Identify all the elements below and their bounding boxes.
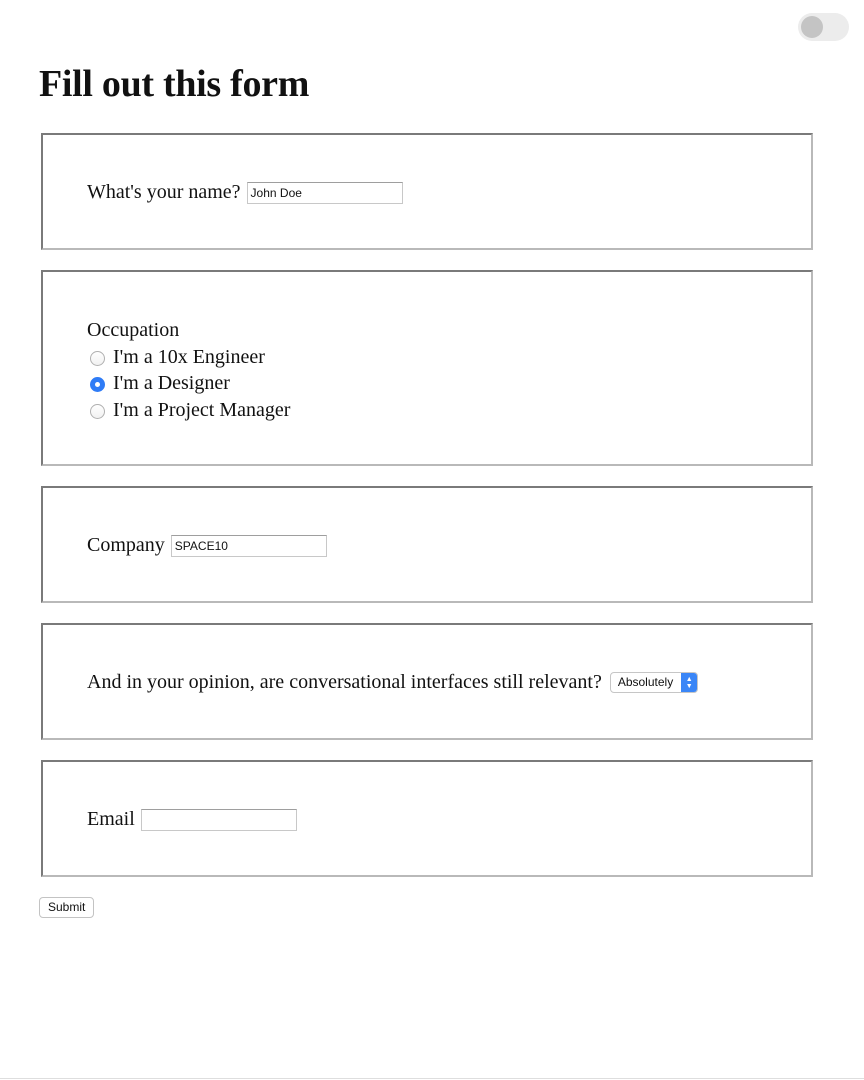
- email-fieldset: [41, 760, 813, 877]
- email-label: Email: [87, 808, 135, 830]
- occupation-fieldset: [41, 270, 813, 466]
- occupation-option-designer[interactable]: [90, 372, 230, 395]
- company-label: Company: [87, 534, 165, 556]
- radio-project-manager-label: I'm a Project Manager: [113, 399, 291, 421]
- email-input[interactable]: [141, 809, 297, 831]
- opinion-label: And in your opinion, are conversational interfaces still relevant?: [87, 671, 602, 693]
- chevron-up-down-icon: ▲ ▼: [681, 673, 697, 692]
- opinion-select[interactable]: [610, 672, 698, 693]
- bottom-divider: [0, 1078, 864, 1079]
- page-title: Fill out this form: [39, 63, 310, 105]
- submit-button[interactable]: Submit: [39, 897, 94, 918]
- radio-designer[interactable]: [90, 377, 105, 392]
- theme-toggle[interactable]: [798, 13, 849, 41]
- radio-project-manager[interactable]: [90, 404, 105, 419]
- radio-engineer-label: I'm a 10x Engineer: [113, 346, 265, 368]
- company-fieldset: [41, 486, 813, 603]
- opinion-fieldset: [41, 623, 813, 740]
- radio-designer-label: I'm a Designer: [113, 372, 230, 394]
- opinion-row: [87, 671, 698, 694]
- radio-engineer[interactable]: [90, 351, 105, 366]
- name-fieldset: [41, 133, 813, 250]
- toggle-knob: [801, 16, 823, 38]
- opinion-select-value: Absolutely: [617, 675, 674, 689]
- company-input[interactable]: SPACE10: [171, 535, 327, 557]
- name-input[interactable]: John Doe: [247, 182, 403, 204]
- company-row: [87, 534, 327, 557]
- occupation-label: Occupation: [87, 319, 180, 341]
- occupation-option-project-manager[interactable]: [90, 399, 290, 422]
- name-label: What's your name?: [87, 181, 241, 203]
- name-row: [87, 181, 403, 204]
- occupation-option-engineer[interactable]: [90, 346, 265, 369]
- email-row: [87, 808, 297, 831]
